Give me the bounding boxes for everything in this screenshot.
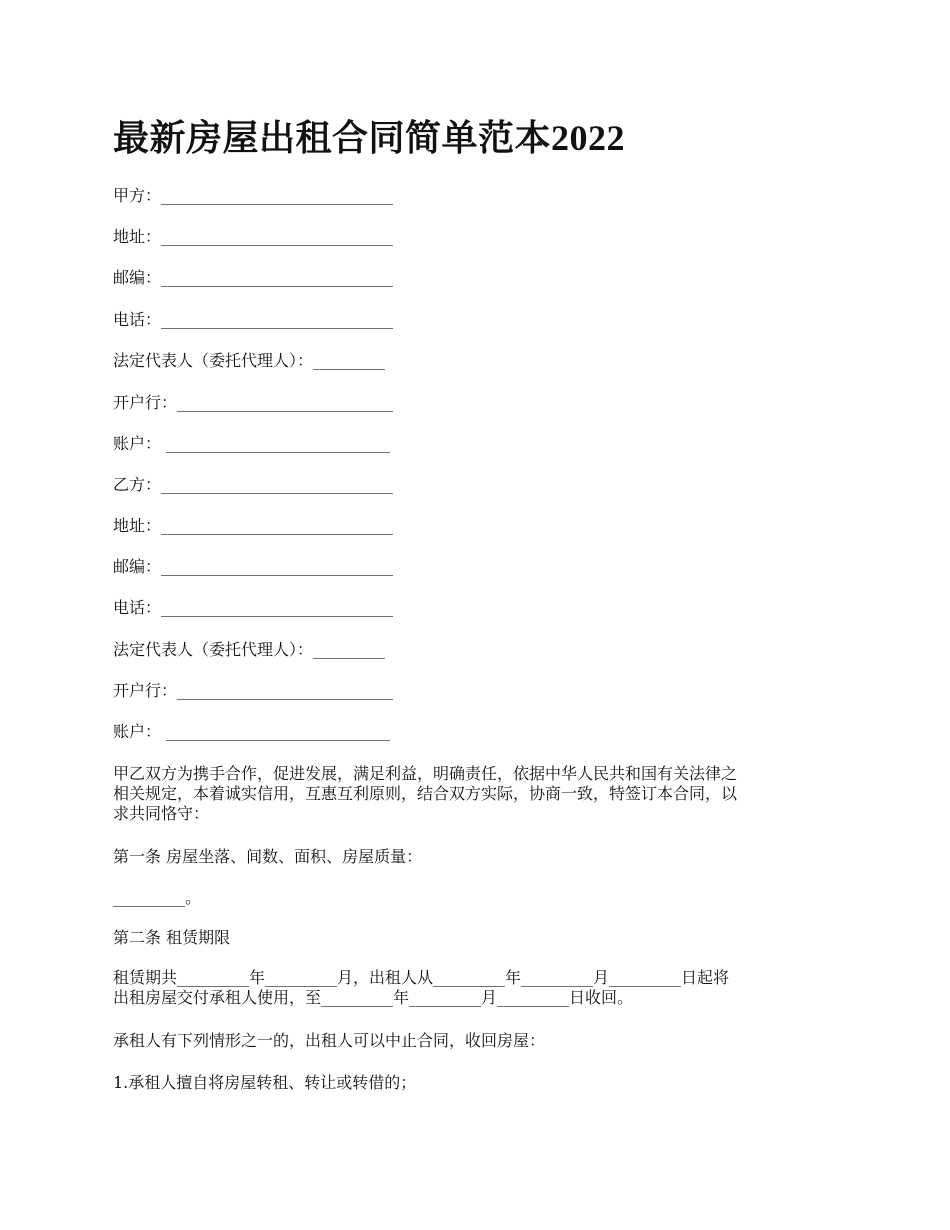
intro-line: 甲乙双方为携手合作，促进发展，满足利益，明确责任，依据中华人民共和国有关法律之: [113, 764, 738, 783]
article-1-blank: _________。: [113, 888, 202, 907]
intro-line: 相关规定，本着诚实信用，互惠互利原则，结合双方实际，协商一致，特签订本合同，以: [113, 784, 738, 803]
party-a-postcode-line: 邮编：_____________________________: [113, 268, 394, 287]
party-a-address-line: 地址：_____________________________: [113, 227, 394, 246]
party-b-postcode-line: 邮编：_____________________________: [113, 557, 394, 576]
party-b-address-line: 地址：_____________________________: [113, 516, 394, 535]
party-a-name-line: 甲方：_____________________________: [113, 186, 394, 205]
article-2-heading: 第二条 租赁期限: [113, 928, 231, 947]
article-2-line: 租赁期共_________年_________月，出租人从_________年_________月_________日起将: [113, 968, 730, 987]
article-2-paragraph: [113, 968, 843, 1008]
party-b-bank-line: 开户行：___________________________: [113, 681, 394, 700]
party-b-name-line: 乙方：_____________________________: [113, 475, 394, 494]
party-b-phone-line: 电话：_____________________________: [113, 598, 394, 617]
party-a-representative-line: 法定代表人（委托代理人）：_________: [113, 351, 386, 370]
intro-paragraph: [113, 764, 843, 824]
party-b-account-line: 账户： ____________________________: [113, 722, 391, 741]
document-title: 最新房屋出租合同简单范本2022: [113, 118, 626, 158]
party-a-phone-line: 电话：_____________________________: [113, 310, 394, 329]
article-1-heading: 第一条 房屋坐落、间数、面积、房屋质量：: [113, 847, 423, 866]
intro-line: 求共同恪守：: [113, 804, 210, 823]
party-a-bank-line: 开户行：___________________________: [113, 393, 394, 412]
article-2-line: 出租房屋交付承租人使用，至_________年_________月_________日收回。: [113, 988, 634, 1007]
party-a-account-line: 账户： ____________________________: [113, 434, 391, 453]
termination-item-1: 1.承租人擅自将房屋转租、转让或转借的；: [113, 1073, 417, 1092]
party-b-representative-line: 法定代表人（委托代理人）：_________: [113, 640, 386, 659]
termination-intro: 承租人有下列情形之一的，出租人可以中止合同，收回房屋：: [113, 1031, 546, 1050]
